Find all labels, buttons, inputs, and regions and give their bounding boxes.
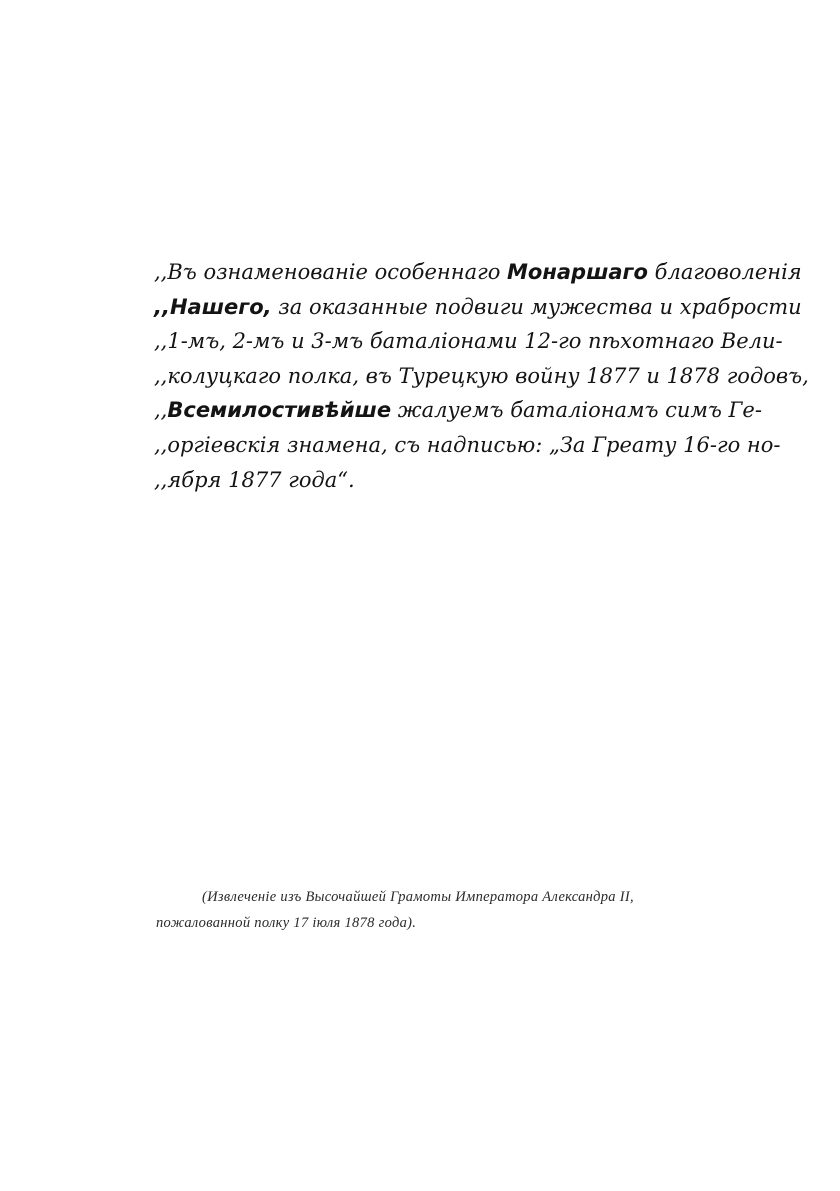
source-note-line-1: (Извлеченіе изъ Высочайшей Грамоты Императора Александра II, — [202, 889, 634, 905]
quote-line-5 — [154, 393, 762, 428]
quote-line-4 — [154, 359, 809, 394]
quote-line-3 — [154, 324, 783, 359]
quote-text: ,, — [154, 398, 168, 423]
quote-text: за оказанные подвиги мужества и храбрости — [271, 294, 802, 319]
source-note-line-2: пожалованной полку 17 іюля 1878 года). — [156, 915, 417, 931]
quote-text: ,,1-мъ, 2-мъ и 3-мъ баталіонами 12-го пѣхотнаго Вели- — [154, 329, 783, 354]
quote-line-1 — [154, 255, 802, 290]
quote-text: ,,ября 1877 года“. — [154, 467, 355, 492]
quote-line-7 — [154, 463, 740, 498]
quote-text: ,,колуцкаго полка, въ Турецкую войну 1877 и 1878 годовъ, — [154, 363, 809, 388]
quote-text: ,,оргіевскія знамена, съ надписью: „За Греату 16-го но- — [154, 432, 781, 457]
quote-emphasis: Монаршаго — [507, 260, 648, 284]
quote-emphasis: ,,Нашего, — [154, 294, 272, 319]
quote-text: благоволенія — [647, 260, 802, 284]
source-note — [156, 884, 716, 936]
decree-quote — [154, 255, 809, 497]
quote-line-2 — [154, 290, 802, 325]
quote-text: жалуемъ баталіонамъ симъ Ге- — [391, 398, 762, 423]
quote-line-6 — [154, 428, 781, 463]
quote-emphasis: Всемилостивѣйше — [167, 398, 392, 423]
quote-text: ,,Въ ознаменованіе особеннаго — [154, 260, 508, 284]
